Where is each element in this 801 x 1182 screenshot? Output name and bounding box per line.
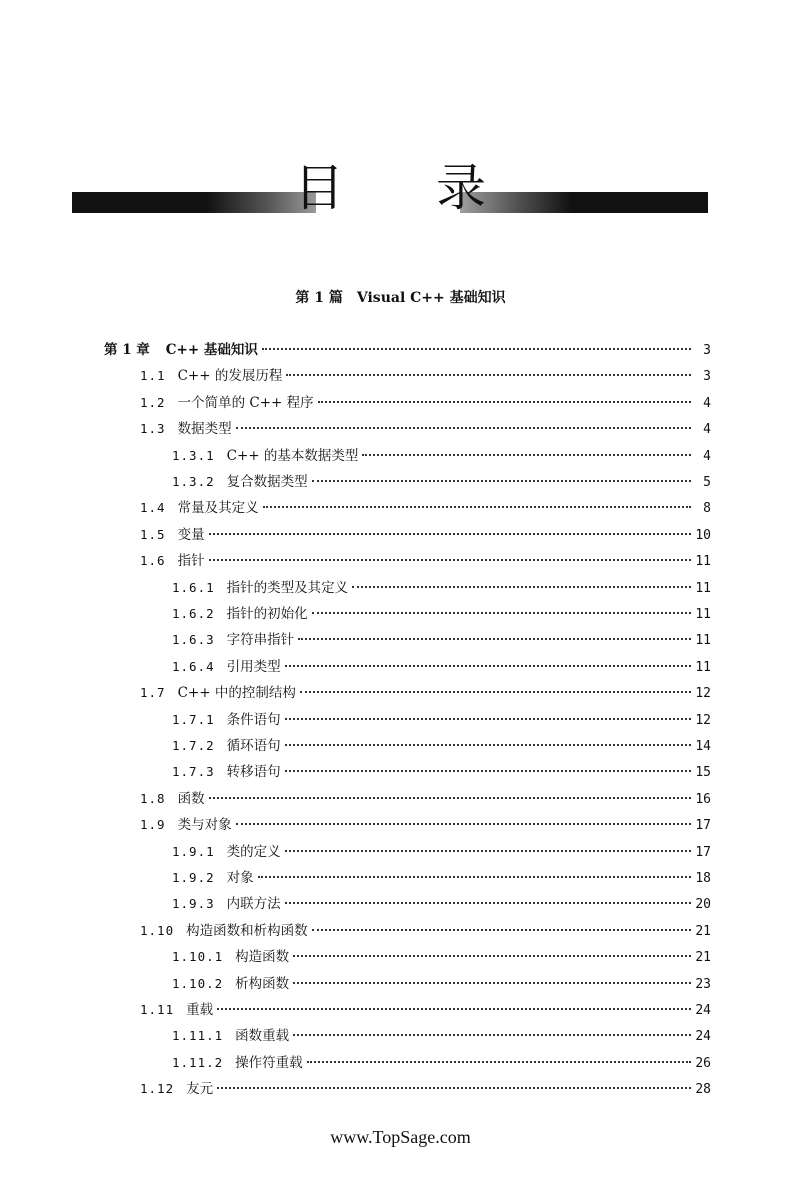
toc-entry-title: 转移语句 (226, 764, 281, 781)
toc-entry-number: 1.6.2 (172, 606, 215, 621)
toc-dot-leader (262, 348, 691, 350)
toc-entry-page: 23 (695, 976, 711, 992)
toc-entry[interactable] (172, 842, 711, 862)
toc-entry-title: 循环语句 (226, 738, 281, 754)
toc-entry-title: 复合数据类型 (226, 474, 308, 490)
toc-dot-leader (217, 1008, 691, 1010)
toc-entry-number: 1.3 (140, 421, 166, 437)
toc-entry-page: 3 (703, 369, 711, 385)
toc-entry-page: 4 (703, 422, 711, 438)
toc-entry-title: C++ 的发展历程 (177, 368, 283, 385)
toc-entry-number: 1.9.2 (172, 870, 215, 885)
toc-entry-title: 对象 (226, 870, 254, 886)
toc-dot-leader (300, 691, 691, 693)
toc-entry-page: 11 (695, 554, 711, 570)
toc-entry-title: 条件语句 (226, 711, 281, 728)
toc-dot-leader (217, 1087, 691, 1089)
toc-entry-number: 1.10 (140, 922, 175, 938)
toc-entry-page: 16 (695, 791, 711, 807)
toc-entry-title: 函数 (177, 790, 205, 807)
toc-dot-leader (312, 480, 691, 482)
toc-entry-number: 1.3.2 (172, 474, 215, 489)
toc-entry[interactable] (172, 657, 711, 677)
toc-entry-title: 构造函数和析构函数 (186, 922, 308, 939)
toc-entry-number: 1.6.4 (172, 658, 215, 674)
toc-entry-title: 引用类型 (226, 658, 281, 675)
toc-entry-number: 1.6 (140, 553, 166, 569)
toc-entry-title: 函数重载 (235, 1028, 290, 1045)
toc-entry-title: 析构函数 (235, 975, 290, 992)
toc-entry-number: 1.5 (140, 526, 166, 542)
toc-entry-title: C++ 基础知识 (165, 342, 258, 358)
toc-dot-leader (307, 1061, 691, 1063)
toc-entry-page: 17 (695, 844, 711, 860)
toc-entry[interactable] (172, 736, 711, 756)
toc-entry-title: 类的定义 (226, 843, 281, 860)
page-title: 目 录 (294, 159, 524, 217)
toc-dot-leader (312, 612, 691, 614)
toc-entry[interactable] (140, 366, 711, 386)
toc-entry[interactable] (104, 340, 711, 360)
toc-entry-page: 11 (695, 659, 711, 675)
toc-entry-number: 1.12 (140, 1081, 175, 1097)
toc-entry[interactable] (172, 947, 711, 967)
toc-entry-number: 1.4 (140, 500, 166, 516)
toc-entry-page: 24 (695, 1029, 711, 1045)
toc-entry-number: 1.10.1 (172, 949, 224, 965)
toc-entry-title: 构造函数 (235, 949, 290, 966)
toc-entry[interactable] (140, 393, 711, 413)
toc-entry-number: 1.9.3 (172, 896, 215, 912)
toc-entry[interactable] (140, 551, 711, 571)
toc-entry[interactable] (172, 472, 711, 492)
toc-entry[interactable] (140, 419, 711, 439)
toc-entry-page: 14 (695, 739, 711, 754)
toc-entry[interactable] (172, 894, 711, 914)
toc-entry-title: 指针 (177, 553, 205, 570)
toc-entry-page: 17 (695, 818, 711, 834)
toc-dot-leader (285, 770, 691, 772)
toc-entry-page: 18 (695, 871, 711, 886)
toc-entry-title: 重载 (186, 1002, 214, 1018)
toc-entry[interactable] (140, 1079, 711, 1099)
toc-entry-title: 操作符重载 (235, 1054, 303, 1071)
toc-entry[interactable] (140, 683, 711, 703)
toc-entry-page: 10 (695, 527, 711, 543)
toc-entry-title: 类与对象 (177, 817, 232, 834)
toc-entry-page: 5 (703, 475, 711, 490)
toc-entry-number: 1.2 (140, 394, 166, 410)
toc-entry-page: 11 (695, 580, 711, 596)
toc-entry[interactable] (172, 578, 711, 598)
footer-url: www.TopSage.com (330, 1127, 471, 1147)
toc-dot-leader (263, 506, 691, 508)
toc-entry[interactable] (172, 1026, 711, 1046)
toc-entry-number: 1.1 (140, 368, 166, 384)
part-heading (0, 288, 801, 308)
toc-entry[interactable] (140, 525, 711, 545)
toc-entry-title: 友元 (186, 1081, 214, 1098)
toc-dot-leader (285, 850, 691, 852)
toc-dot-leader (285, 744, 691, 746)
toc-entry[interactable] (140, 498, 711, 518)
toc-entry-number: 1.9.1 (172, 843, 215, 859)
toc-entry[interactable] (140, 815, 711, 835)
toc-entry[interactable] (172, 710, 711, 730)
toc-entry[interactable] (172, 1053, 711, 1073)
toc-entry-page: 8 (703, 501, 711, 517)
toc-entry-title: 指针的初始化 (226, 606, 308, 622)
toc-entry-number: 1.7 (140, 685, 166, 701)
toc-entry[interactable] (172, 762, 711, 782)
toc-entry-number: 1.10.2 (172, 975, 224, 991)
toc-dot-leader (362, 454, 691, 456)
toc-entry-number: 1.11 (140, 1002, 175, 1017)
toc-dot-leader (285, 902, 691, 904)
toc-entry-page: 15 (695, 765, 711, 781)
toc-dot-leader (258, 876, 691, 878)
toc-entry[interactable] (172, 446, 711, 466)
toc-entry-number: 1.7.2 (172, 738, 215, 753)
toc-entry-number: 第 1 章 (104, 342, 150, 358)
toc-entry-number: 1.7.1 (172, 711, 215, 727)
toc-entry-number: 1.8 (140, 790, 166, 806)
toc-entry-page: 11 (695, 607, 711, 622)
toc-dot-leader (293, 982, 691, 984)
toc-dot-leader (285, 718, 691, 720)
toc-dot-leader (285, 665, 691, 667)
toc-entry-title: 数据类型 (177, 421, 232, 438)
toc-dot-leader (352, 586, 691, 588)
toc-entry-page: 4 (703, 395, 711, 411)
toc-dot-leader (209, 533, 691, 535)
toc-entry-page: 20 (695, 897, 711, 913)
toc-entry-number: 1.3.1 (172, 447, 215, 463)
toc-entry-title: C++ 中的控制结构 (177, 685, 296, 702)
toc-entry[interactable] (172, 868, 711, 888)
toc-dot-leader (286, 374, 691, 376)
toc-entry-page: 26 (695, 1055, 711, 1071)
toc-entry-title: 指针的类型及其定义 (226, 579, 349, 596)
toc-dot-leader (293, 1034, 691, 1036)
toc-entry-page: 28 (695, 1082, 711, 1098)
toc-entry-page: 24 (695, 1003, 711, 1018)
toc-dot-leader (236, 823, 691, 825)
toc-entry[interactable] (172, 604, 711, 624)
page-title-band (72, 158, 708, 218)
toc-entry-page: 11 (695, 633, 711, 649)
toc-dot-leader (312, 929, 691, 931)
toc-dot-leader (318, 401, 691, 403)
part-name: Visual C++ 基础知识 (356, 290, 506, 306)
toc-entry-title: C++ 的基本数据类型 (226, 447, 359, 464)
toc-dot-leader (236, 427, 691, 429)
toc-entry-number: 1.9 (140, 817, 166, 833)
toc-entry-title: 常量及其定义 (177, 500, 259, 517)
toc-entry-number: 1.11.2 (172, 1054, 224, 1070)
toc-entry-page: 12 (695, 712, 711, 728)
toc-entry-page: 21 (695, 950, 711, 966)
part-label: 第 1 篇 (295, 290, 343, 306)
toc-entry[interactable] (140, 1000, 711, 1020)
toc-entry-page: 12 (695, 686, 711, 702)
toc-entry-page: 21 (695, 923, 711, 939)
toc-entry-page: 4 (703, 448, 711, 464)
toc-entry-number: 1.6.1 (172, 579, 215, 595)
toc-dot-leader (293, 955, 691, 957)
toc-entry[interactable] (172, 630, 711, 650)
toc-entry-title: 字符串指针 (226, 632, 295, 649)
toc-entry-page: 3 (703, 343, 711, 358)
toc-entry-title: 变量 (177, 526, 205, 543)
toc-entry[interactable] (172, 974, 711, 994)
toc-dot-leader (209, 559, 691, 561)
toc-dot-leader (209, 797, 691, 799)
toc-entry-number: 1.6.3 (172, 632, 215, 648)
toc-entry-title: 内联方法 (226, 896, 281, 913)
toc-entry[interactable] (140, 789, 711, 809)
toc-entry-title: 一个简单的 C++ 程序 (177, 394, 314, 411)
toc-dot-leader (298, 638, 691, 640)
toc-entry-number: 1.7.3 (172, 764, 215, 780)
toc-entry[interactable] (140, 921, 711, 941)
toc-entry-number: 1.11.1 (172, 1028, 224, 1044)
